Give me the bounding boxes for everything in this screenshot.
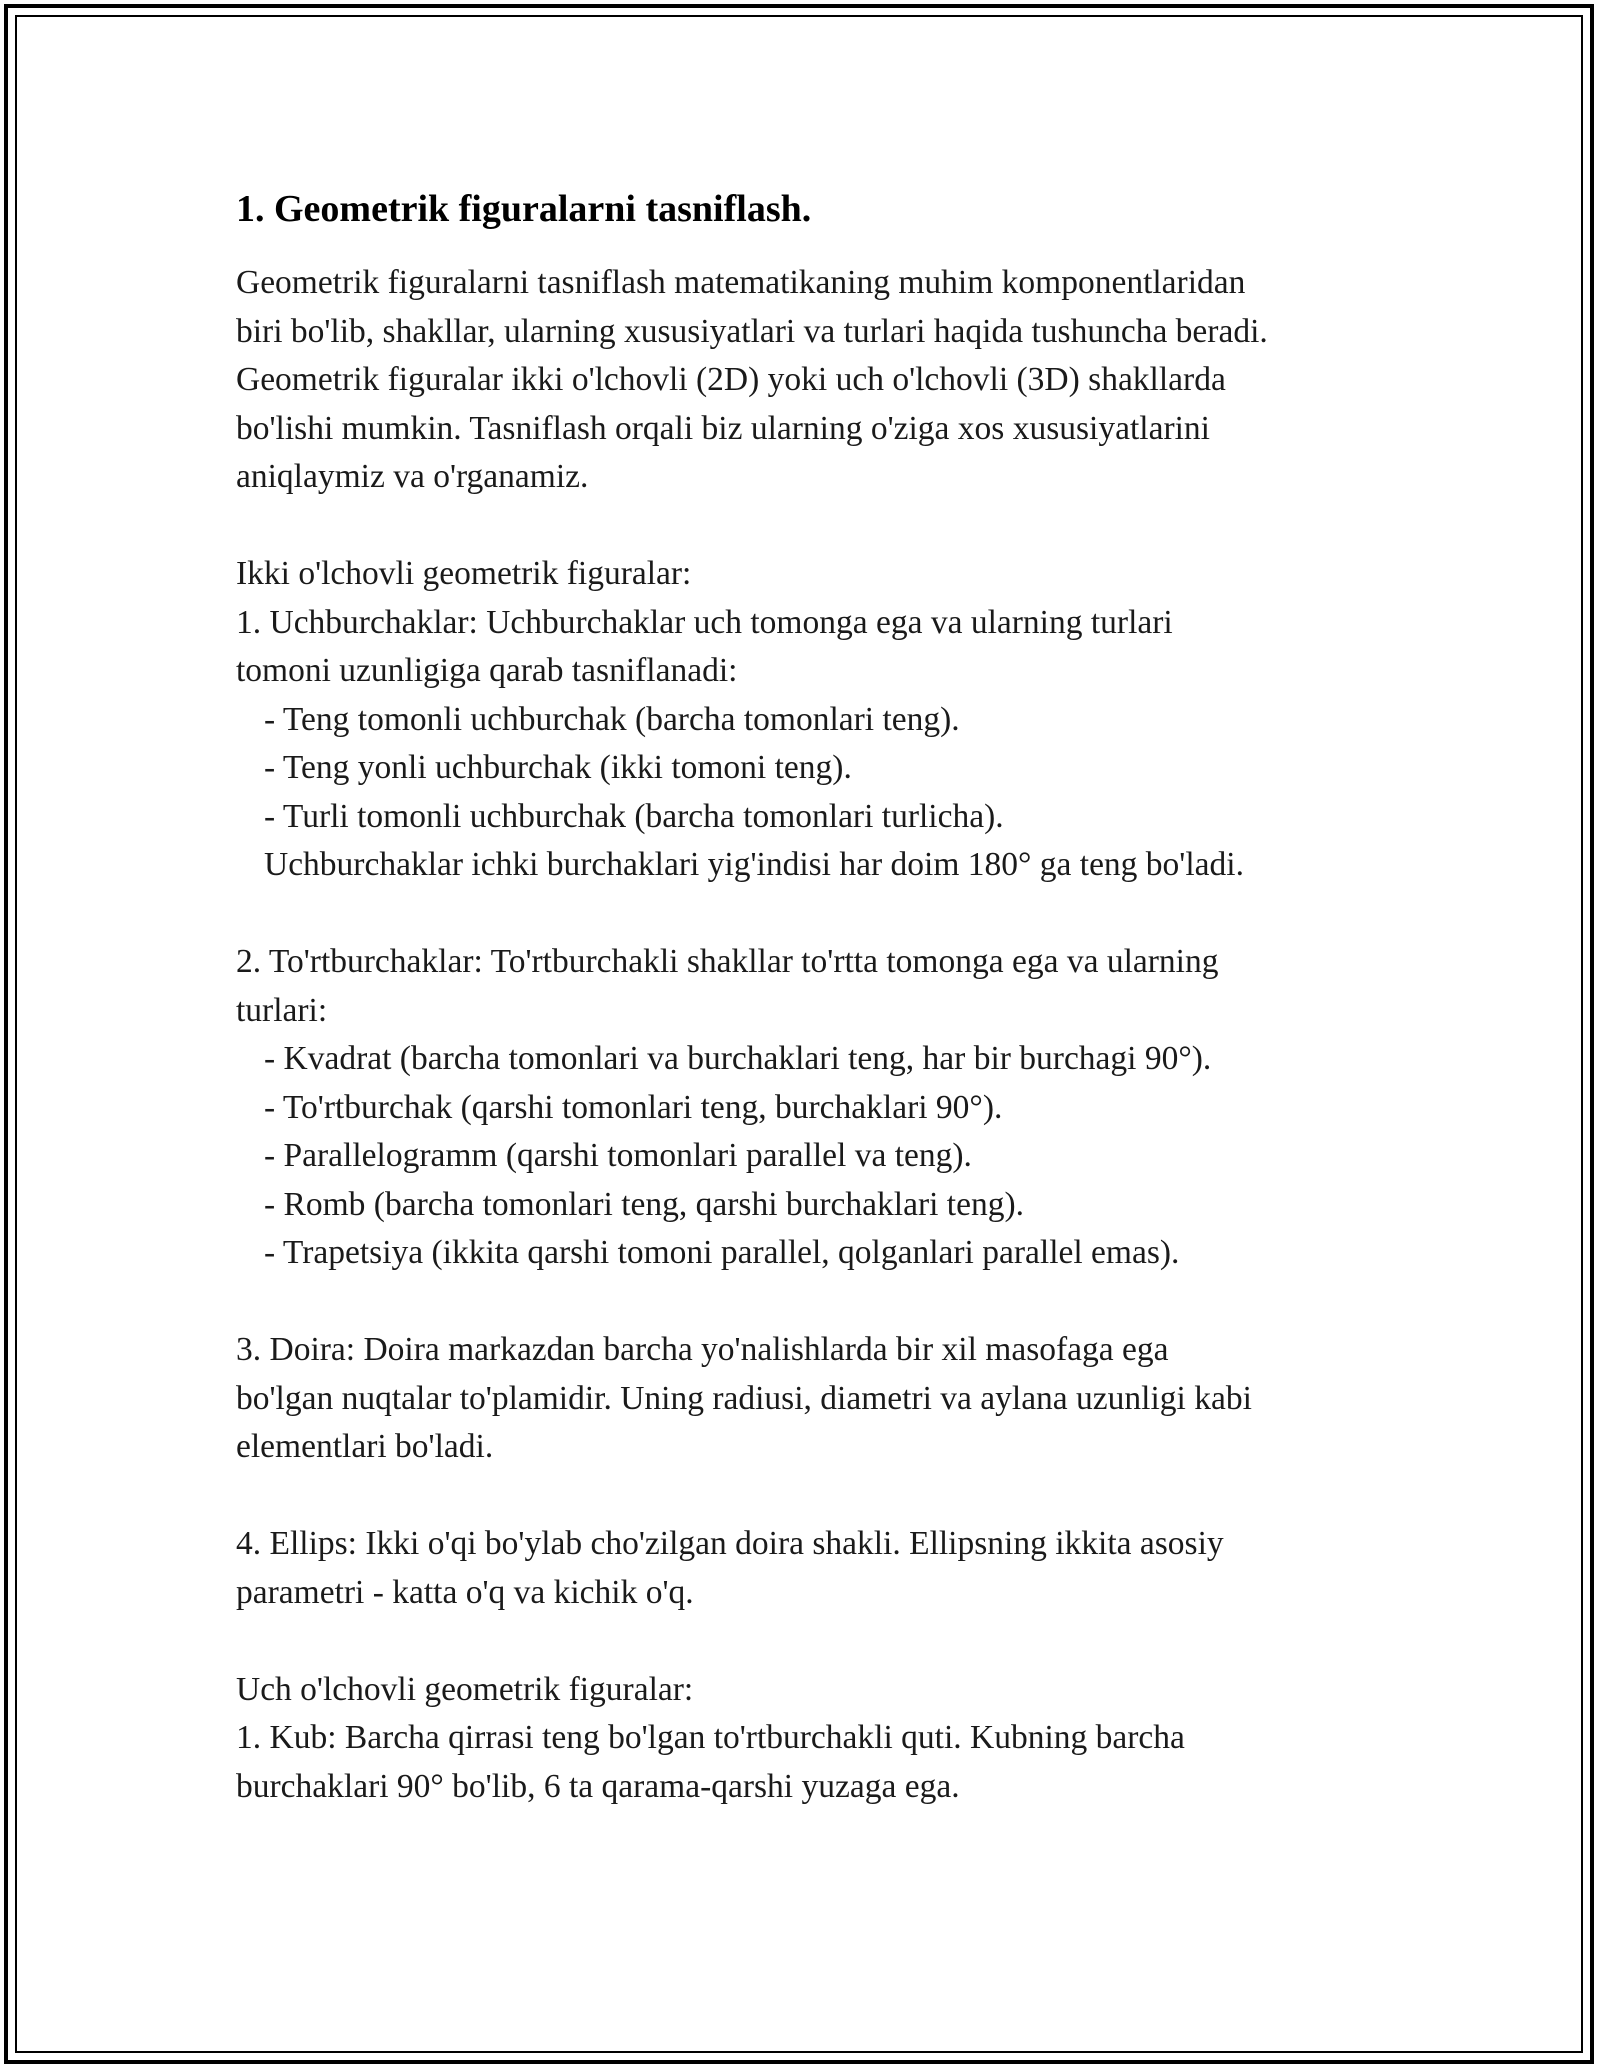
intro-line: Geometrik figuralarni tasniflash matematikaning muhim komponentlaridan: [236, 264, 1246, 301]
triangle-type-item: - Teng tomonli uchburchak (barcha tomonlari teng).: [264, 700, 960, 738]
quadrilaterals-text-line: 2. To'rtburchaklar: To'rtburchakli shakllar to'rtta tomonga ega va ularning: [236, 943, 1219, 980]
quadrilateral-type-item: - Romb (barcha tomonlari teng, qarshi burchaklari teng).: [264, 1185, 1025, 1223]
circle-text-line: elementlari bo'ladi.: [236, 1428, 494, 1465]
quadrilateral-type-item: - Trapetsiya (ikkita qarshi tomoni parallel, qolganlari parallel emas).: [264, 1234, 1180, 1271]
quadrilateral-type-item: - To'rtburchak (qarshi tomonlari teng, burchaklari 90°).: [264, 1088, 1003, 1126]
triangle-type-item: - Teng yonli uchburchak (ikki tomoni teng).: [264, 749, 852, 786]
ellipse-section: [236, 1520, 1396, 1617]
paragraph-spacer: [236, 1278, 1396, 1327]
quadrilateral-type-item: - Kvadrat (barcha tomonlari va burchaklari teng, har bir burchagi 90°).: [264, 1040, 1212, 1077]
paragraph-spacer: [236, 502, 1396, 551]
quadrilaterals-section: [236, 938, 1396, 1278]
cube-text-line: burchaklari 90° bo'lib, 6 ta qarama-qarshi yuzaga ega.: [236, 1767, 960, 1805]
triangles-section: [236, 599, 1396, 890]
triangles-text-line: 1. Uchburchaklar: Uchburchaklar uch tomonga ega va ularning turlari: [236, 603, 1173, 641]
paragraph-spacer: [236, 890, 1396, 939]
triangle-type-item: - Turli tomonli uchburchak (barcha tomonlari turlicha).: [264, 797, 1004, 835]
intro-line: bo'lishi mumkin. Tasniflash orqali biz ularning o'ziga xos xususiyatlarini: [236, 409, 1210, 447]
cube-section: [236, 1714, 1396, 1811]
circle-text-line: 3. Doira: Doira markazdan barcha yo'nalishlarda bir xil masofaga ega: [236, 1331, 1169, 1368]
cube-text-line: 1. Kub: Barcha qirrasi teng bo'lgan to'rtburchakli quti. Kubning barcha: [236, 1719, 1185, 1756]
ellipse-text-line: parametri - katta o'q va kichik o'q.: [236, 1573, 694, 1611]
triangle-angle-note: Uchburchaklar ichki burchaklari yig'indisi har doim 180° ga teng bo'ladi.: [264, 846, 1244, 883]
paragraph-spacer: [236, 1472, 1396, 1521]
ellipse-text-line: 4. Ellips: Ikki o'qi bo'ylab cho'zilgan doira shakli. Ellipsning ikkita asosiy: [236, 1525, 1224, 1562]
intro-line: biri bo'lib, shakllar, ularning xususiyatlari va turlari haqida tushuncha beradi.: [236, 312, 1268, 350]
intro-line: Geometrik figuralar ikki o'lchovli (2D) yoki uch o'lchovli (3D) shakllarda: [236, 361, 1226, 398]
quadrilaterals-text-line: turlari:: [236, 991, 328, 1029]
paragraph-spacer: [236, 1617, 1396, 1666]
circle-text-line: bo'lgan nuqtalar to'plamidir. Uning radiusi, diametri va aylana uzunligi kabi: [236, 1379, 1252, 1417]
triangles-text-line: tomoni uzunligiga qarab tasniflanadi:: [236, 652, 738, 689]
intro-line: aniqlaymiz va o'rganamiz.: [236, 458, 589, 495]
quadrilateral-type-item: - Parallelogramm (qarshi tomonlari parallel va teng).: [264, 1137, 972, 1174]
section-2d-heading: Ikki o'lchovli geometrik figuralar:: [236, 555, 692, 592]
intro-paragraph: [236, 259, 1396, 502]
document-title: 1. Geometrik figuralarni tasniflash.: [236, 188, 812, 230]
document-body: [236, 185, 1396, 1811]
section-3d-heading: Uch o'lchovli geometrik figuralar:: [236, 1670, 694, 1708]
circle-section: [236, 1326, 1396, 1472]
